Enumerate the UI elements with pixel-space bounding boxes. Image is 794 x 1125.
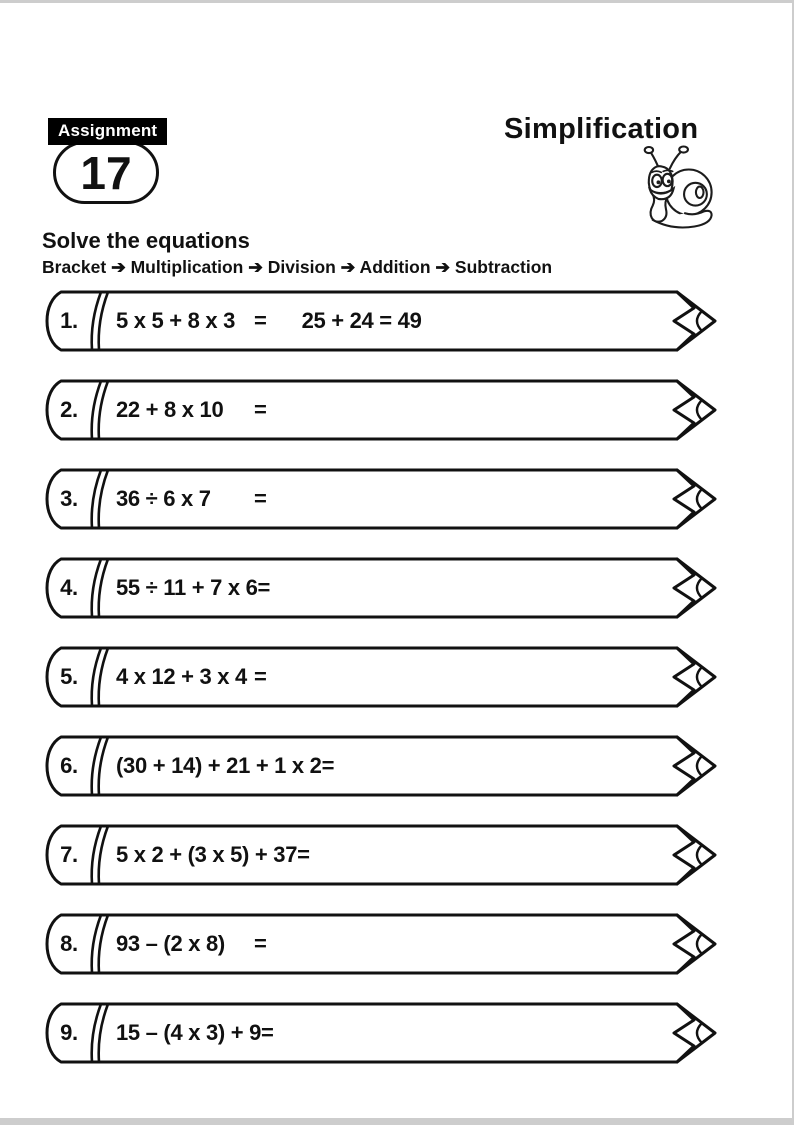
page-title: Simplification (504, 113, 699, 145)
problem-content (44, 467, 674, 531)
problem-expression: 55 ÷ 11 + 7 x 6 (116, 575, 258, 600)
equals-sign: = (297, 842, 310, 867)
equals-sign: = (254, 397, 267, 422)
problem-row (44, 289, 722, 353)
order-of-operations: Bracket ➔ Multiplication ➔ Division ➔ Addition ➔ Subtraction (42, 257, 553, 277)
problem-expression: 15 – (4 x 3) + 9 (116, 1020, 262, 1045)
problem-number: 1. (60, 308, 78, 333)
problem-expression: (30 + 14) + 21 + 1 x 2 (116, 753, 322, 778)
problem-expression: 5 x 2 + (3 x 5) + 37 (116, 842, 298, 867)
problem-row (44, 912, 722, 976)
problem-content (44, 378, 674, 442)
equals-sign: = (321, 753, 335, 778)
problem-number: 4. (60, 575, 78, 600)
problem-expression: 5 x 5 + 8 x 3 (116, 308, 236, 333)
problem-content (44, 912, 674, 976)
equals-sign: = (261, 1020, 274, 1045)
snail-icon (628, 141, 723, 236)
problems-list (44, 289, 722, 1090)
equals-sign: = (254, 486, 267, 511)
equals-sign: = (254, 931, 267, 956)
problem-row (44, 823, 722, 887)
problem-row (44, 556, 722, 620)
problem-number: 5. (60, 664, 78, 689)
worksheet-sheet (0, 3, 792, 1118)
problem-number: 8. (60, 931, 78, 956)
problem-answer: 25 + 24 = 49 (301, 308, 422, 333)
problem-number: 3. (60, 486, 78, 511)
problem-number: 6. (60, 753, 78, 778)
problem-number: 2. (60, 397, 78, 422)
assignment-number-oval (53, 141, 159, 204)
problem-row (44, 467, 722, 531)
problem-content (44, 289, 674, 353)
assignment-number: 17 (80, 146, 132, 199)
problem-expression: 4 x 12 + 3 x 4 (116, 664, 247, 689)
instruction-heading: Solve the equations (42, 228, 250, 253)
problem-content (44, 556, 674, 620)
problem-content (44, 734, 674, 798)
problem-expression: 93 – (2 x 8) (116, 931, 225, 956)
problem-row (44, 645, 722, 709)
problem-content (44, 645, 674, 709)
problem-content (44, 1001, 674, 1065)
problem-content (44, 823, 674, 887)
equals-sign: = (254, 664, 267, 689)
problem-row (44, 378, 722, 442)
problem-row (44, 734, 722, 798)
problem-number: 9. (60, 1020, 78, 1045)
problem-expression: 36 ÷ 6 x 7 (116, 486, 211, 511)
assignment-badge: Assignment (48, 118, 167, 145)
problem-number: 7. (60, 842, 78, 867)
problem-expression: 22 + 8 x 10 (116, 397, 224, 422)
problem-row (44, 1001, 722, 1065)
equals-sign: = (254, 308, 267, 333)
equals-sign: = (257, 575, 271, 600)
